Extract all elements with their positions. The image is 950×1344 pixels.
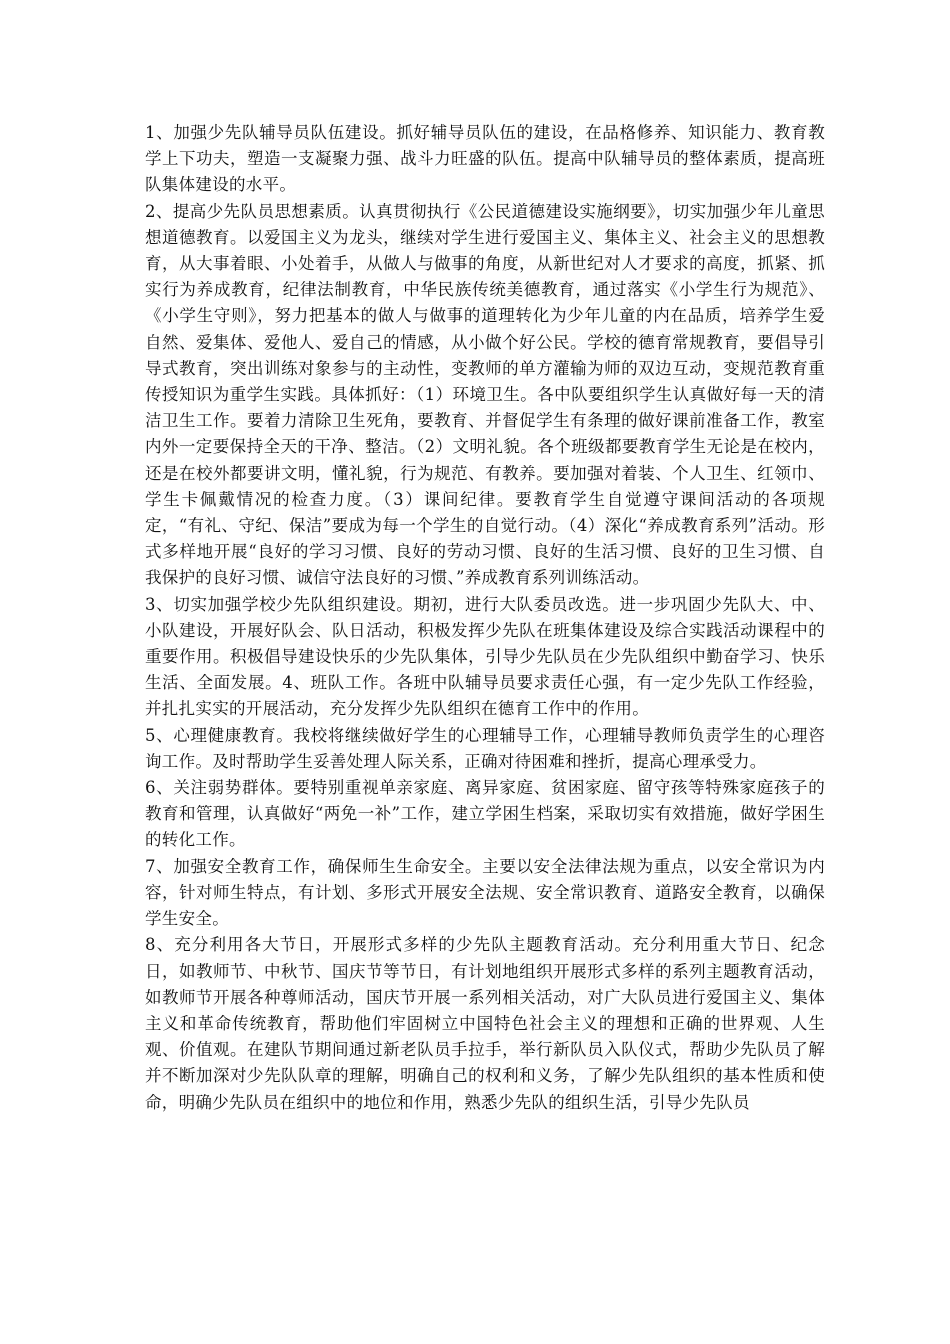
paragraph-5: 6、关注弱势群体。要特别重视单亲家庭、离异家庭、贫困家庭、留守孩等特殊家庭孩子的教育和管理，认真做好“两免一补”工作，建立学困生档案，采取切实有效措施，做好学困生的转化工作。	[145, 778, 825, 850]
document-body	[145, 120, 825, 1116]
paragraph-4: 5、心理健康教育。我校将继续做好学生的心理辅导工作，心理辅导教师负责学生的心理咨询工作。及时帮助学生妥善处理人际关系，正确对待困难和挫折，提高心理承受力。	[145, 725, 825, 771]
paragraph-6: 7、加强安全教育工作，确保师生生命安全。主要以安全法律法规为重点，以安全常识为内容，针对师生特点，有计划、多形式开展安全法规、安全常识教育、道路安全教育，以确保学生安全。	[145, 856, 825, 929]
paragraph-3: 3、切实加强学校少先队组织建设。期初，进行大队委员改选。进一步巩固少先队大、中、小队建设，开展好队会、队日活动，积极发挥少先队在班集体建设及综合实践活动课程中的重要作用。积极倡导建设快乐的少先队集体，引导少先队员在少先队组织中勤奋学习、快乐生活、全面发展。4、班队工作。各班中队辅导员要求责任心强，有一定少先队工作经验，并扎扎实实的开展活动，充分发挥少先队组织在德育工作中的作用。	[145, 594, 825, 719]
paragraph-1: 1、加强少先队辅导员队伍建设。抓好辅导员队伍的建设，在品格修养、知识能力、教育教学上下功夫，塑造一支凝聚力强、战斗力旺盛的队伍。提高中队辅导员的整体素质，提高班队集体建设的水平。	[145, 123, 825, 195]
paragraph-2: 2、提高少先队员思想素质。认真贯彻执行《公民道德建设实施纲要》，切实加强少年儿童思想道德教育。以爱国主义为龙头，继续对学生进行爱国主义、集体主义、社会主义的思想教育，从大事着眼、小处着手，从做人与做事的角度，从新世纪对人才要求的高度，抓紧、抓实行为养成教育，纪律法制教育，中华民族传统美德教育，通过落实《小学生行为规范》、《小学生守则》，努力把基本的做人与做事的道理转化为少年儿童的内在品质，培养学生爱自然、爱集体、爱他人、爱自己的情感，从小做个好公民。学校的德育常规教育，要倡导引导式教育，突出训练对象参与的主动性，变教师的单方灌输为师的双边互动，变规范教育重传授知识为重学生实践。具体抓好：（1）环境卫生。各中队要组织学生认真做好每一天的清洁卫生工作。要着力清除卫生死角，要教育、并督促学生有条理的做好课前准备工作，教室内外一定要保持全天的干净、整洁。（2）文明礼貌。各个班级都要教育学生无论是在校内，还是在校外都要讲文明，懂礼貌，行为规范、有教养。要加强对着装、个人卫生、红领巾、学生卡佩戴情况的检查力度。（3）课间纪律。要教育学生自觉遵守课间活动的各项规定，“有礼、守纪、保洁”要成为每一个学生的自觉行动。（4）深化“养成教育系列”活动。形式多样地开展“良好的学习习惯、良好的劳动习惯、良好的生活习惯、良好的卫生习惯、自我保护的良好习惯、诚信守法良好的习惯、”养成教育系列训练活动。	[145, 201, 825, 588]
paragraph-7: 8、充分利用各大节日，开展形式多样的少先队主题教育活动。充分利用重大节日、纪念日，如教师节、中秋节、国庆节等节日，有计划地组织开展形式多样的系列主题教育活动，如教师节开展各种尊师活动，国庆节开展一系列相关活动，对广大队员进行爱国主义、集体主义和革命传统教育，帮助他们牢固树立中国特色社会主义的理想和正确的世界观、人生观、价值观。在建队节期间通过新老队员手拉手，举行新队员入队仪式，帮助少先队员了解并不断加深对少先队队章的理解，明确自己的权利和义务，了解少先队组织的基本性质和使命，明确少先队员在组织中的地位和作用，熟悉少先队的组织生活，引导少先队员	[145, 935, 825, 1112]
